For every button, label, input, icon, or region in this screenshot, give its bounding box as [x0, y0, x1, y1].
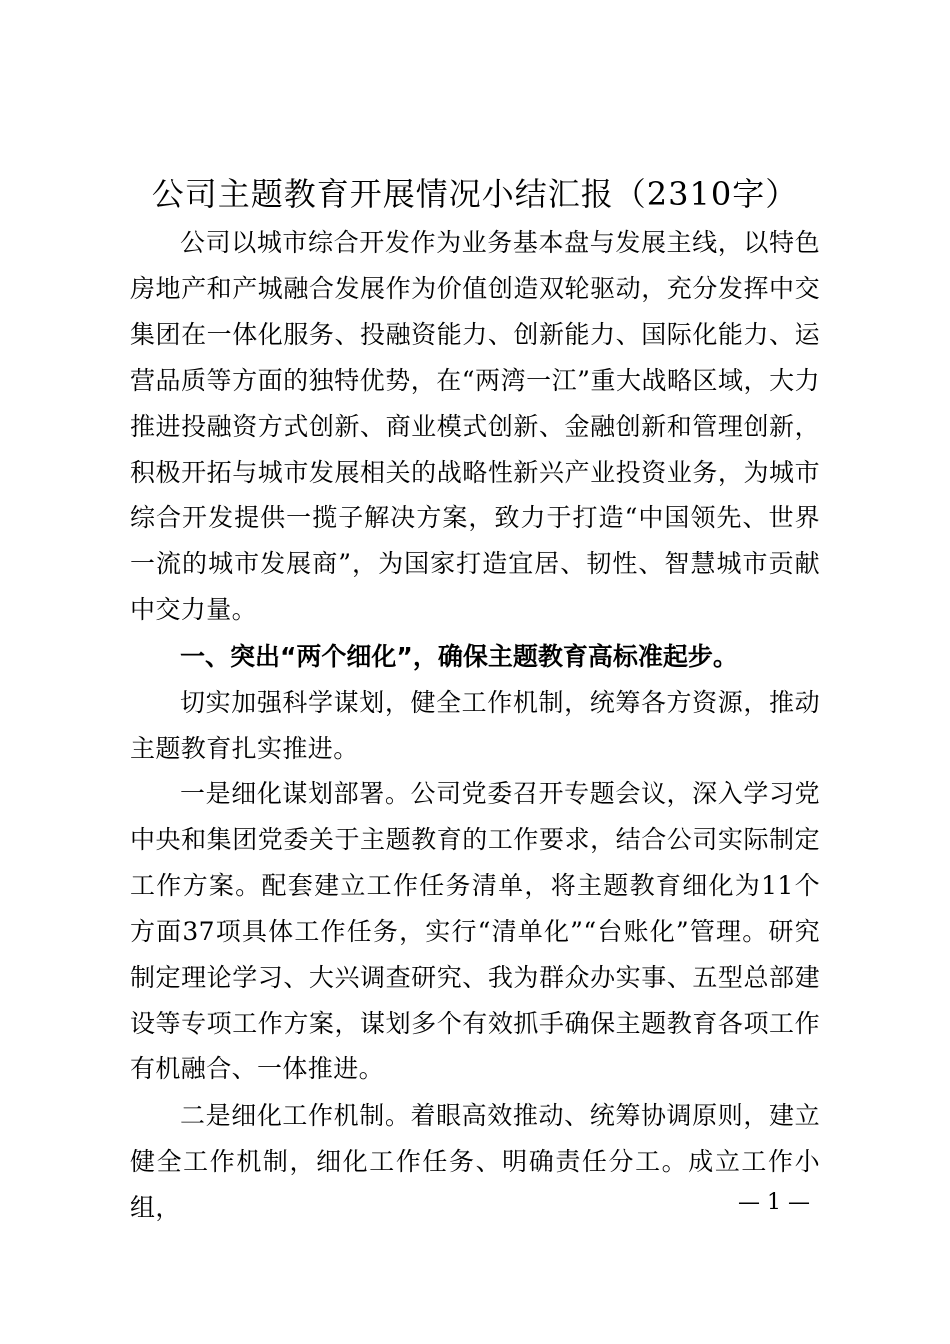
section-1-item-1: 一是细化谋划部署。公司党委召开专题会议，深入学习党中央和集团党委关于主题教育的工作要求，结合公司实际制定工作方案。配套建立工作任务清单，将主题教育细化为11个方面37项具体工作任务，实行“清单化”“台账化”管理。研究制定理论学习、大兴调查研究、我为群众办实事、五型总部建设等专项工作方案，谋划多个有效抓手确保主题教育各项工作有机融合、一体推进。 [130, 779, 820, 1084]
section-1-item-2: 二是细化工作机制。着眼高效推动、统筹协调原则，建立健全工作机制，细化工作任务、明确责任分工。成立工作小组， [130, 1101, 820, 1222]
section-1-intro: 切实加强科学谋划，健全工作机制，统筹各方资源，推动主题教育扎实推进。 [130, 688, 820, 763]
intro-paragraph: 公司以城市综合开发作为业务基本盘与发展主线，以特色房地产和产城融合发展作为价值创造双轮驱动，充分发挥中交集团在一体化服务、投融资能力、创新能力、国际化能力、运营品质等方面的独特优势，在“两湾一江”重大战略区域，大力推进投融资方式创新、商业模式创新、金融创新和管理创新，积极开拓与城市发展相关的战略性新兴产业投资业务，为城市综合开发提供一揽子解决方案，致力于打造“中国领先、世界一流的城市发展商”，为国家打造宜居、韧性、智慧城市贡献中交力量。 [130, 228, 820, 625]
document-title: 公司主题教育开展情况小结汇报（2310字） [151, 175, 799, 213]
page-number: — 1 — [738, 1190, 810, 1215]
section-1-heading: 一、突出“两个细化”，确保主题教育高标准起步。 [180, 642, 738, 671]
